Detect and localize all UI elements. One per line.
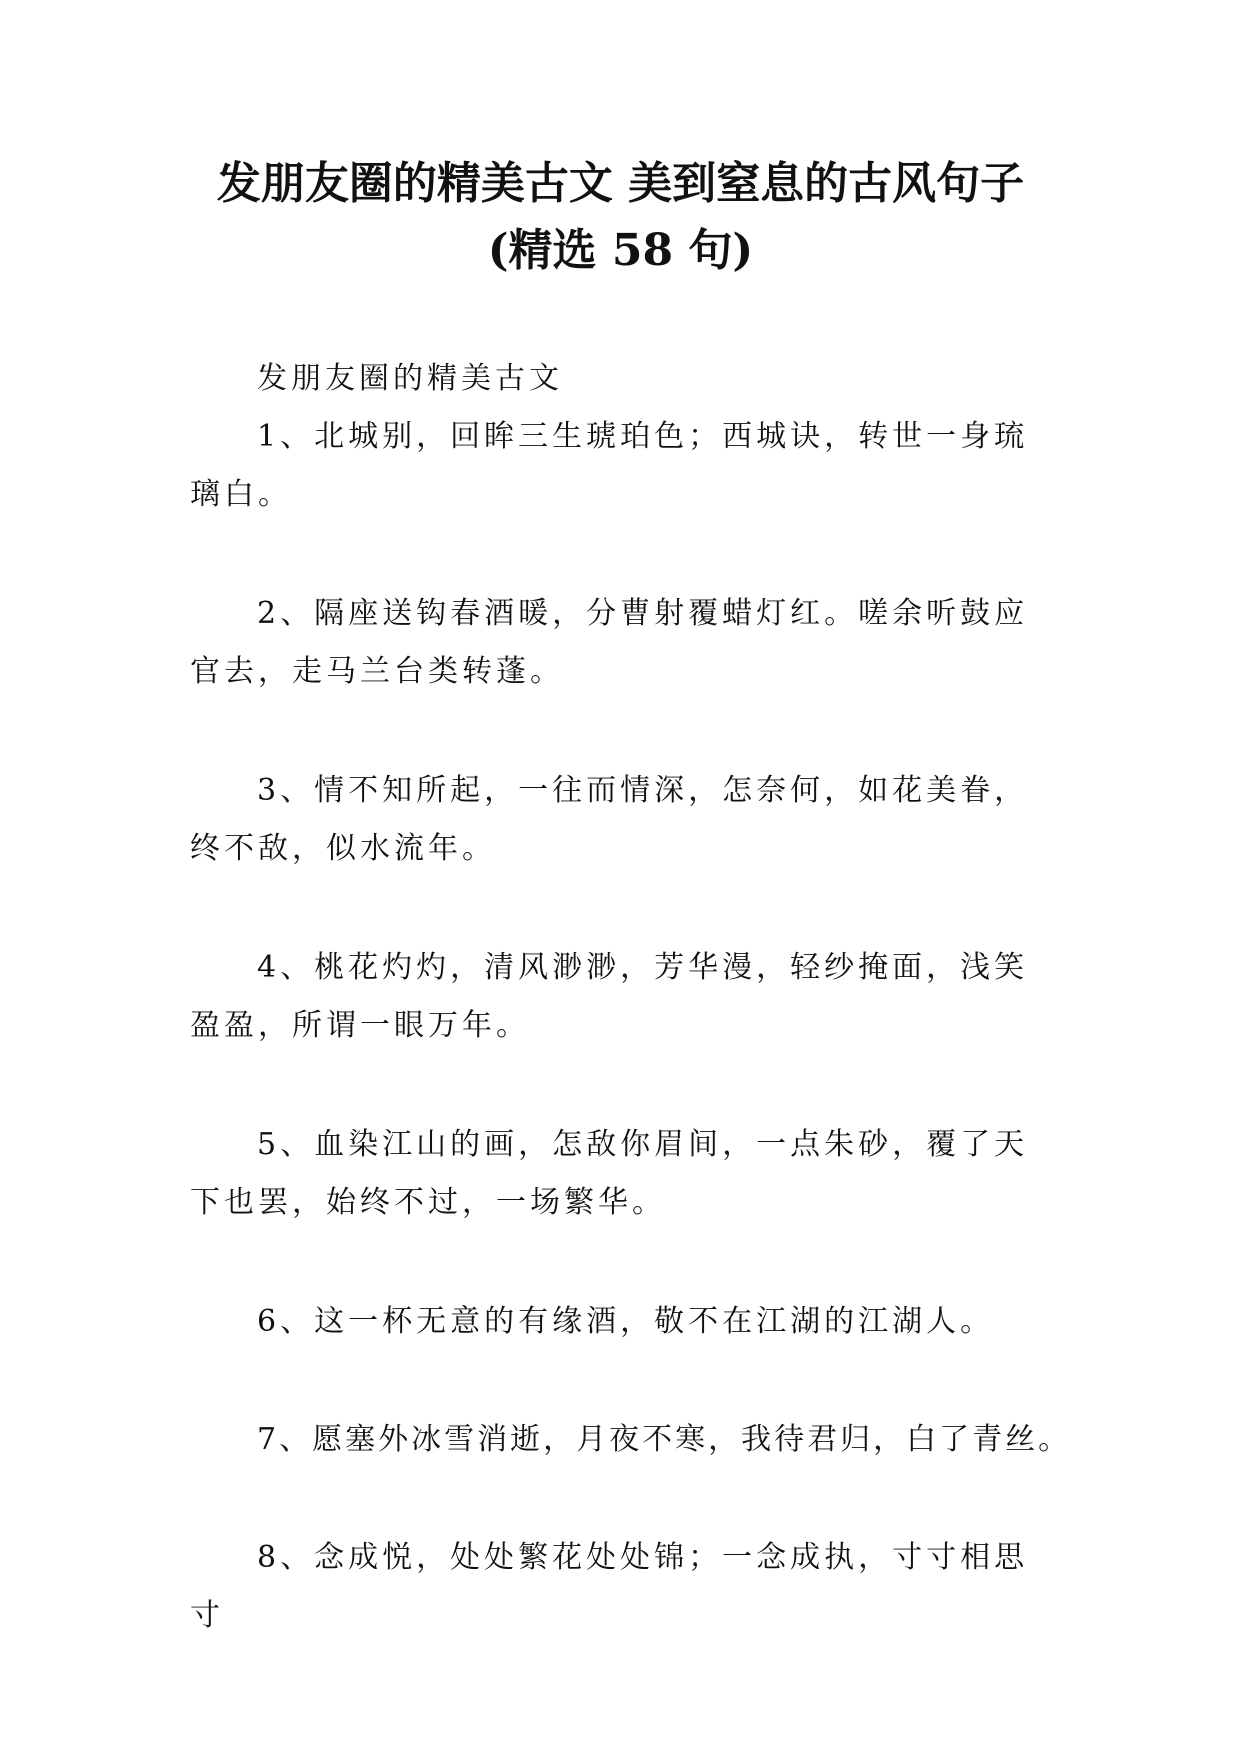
paragraph-6: 6、这一杯无意的有缘酒，敬不在江湖的江湖人。 — [257, 1304, 995, 1339]
paragraph-2: 2、隔座送钩春酒暖，分曹射覆蜡灯红。嗟余听鼓应官去，走马兰台类转蓬。 — [190, 596, 1029, 689]
document-title-line-2: (精选 58 句) — [487, 225, 754, 276]
paragraph-4: 4、桃花灼灼，清风渺渺，芳华漫，轻纱掩面，浅笑盈盈，所谓一眼万年。 — [190, 950, 1029, 1043]
paragraph-3: 3、情不知所起，一往而情深，怎奈何，如花美眷，终不敌，似水流年。 — [190, 773, 1029, 866]
paragraph-8: 8、念成悦，处处繁花处处锦；一念成执，寸寸相思寸 — [190, 1540, 1029, 1633]
paragraph-7: 7、愿塞外冰雪消逝，月夜不寒，我待君归，白了青丝。 — [257, 1422, 1072, 1457]
section-heading: 发朋友圈的精美古文 — [257, 361, 563, 396]
document-title-line-1: 发朋友圈的精美古文 美到窒息的古风句子 — [216, 158, 1025, 209]
paragraph-1: 1、北城别，回眸三生琥珀色；西城诀，转世一身琉璃白。 — [190, 419, 1029, 512]
paragraph-5: 5、血染江山的画，怎敌你眉间，一点朱砂，覆了天下也罢，始终不过，一场繁华。 — [190, 1127, 1029, 1220]
